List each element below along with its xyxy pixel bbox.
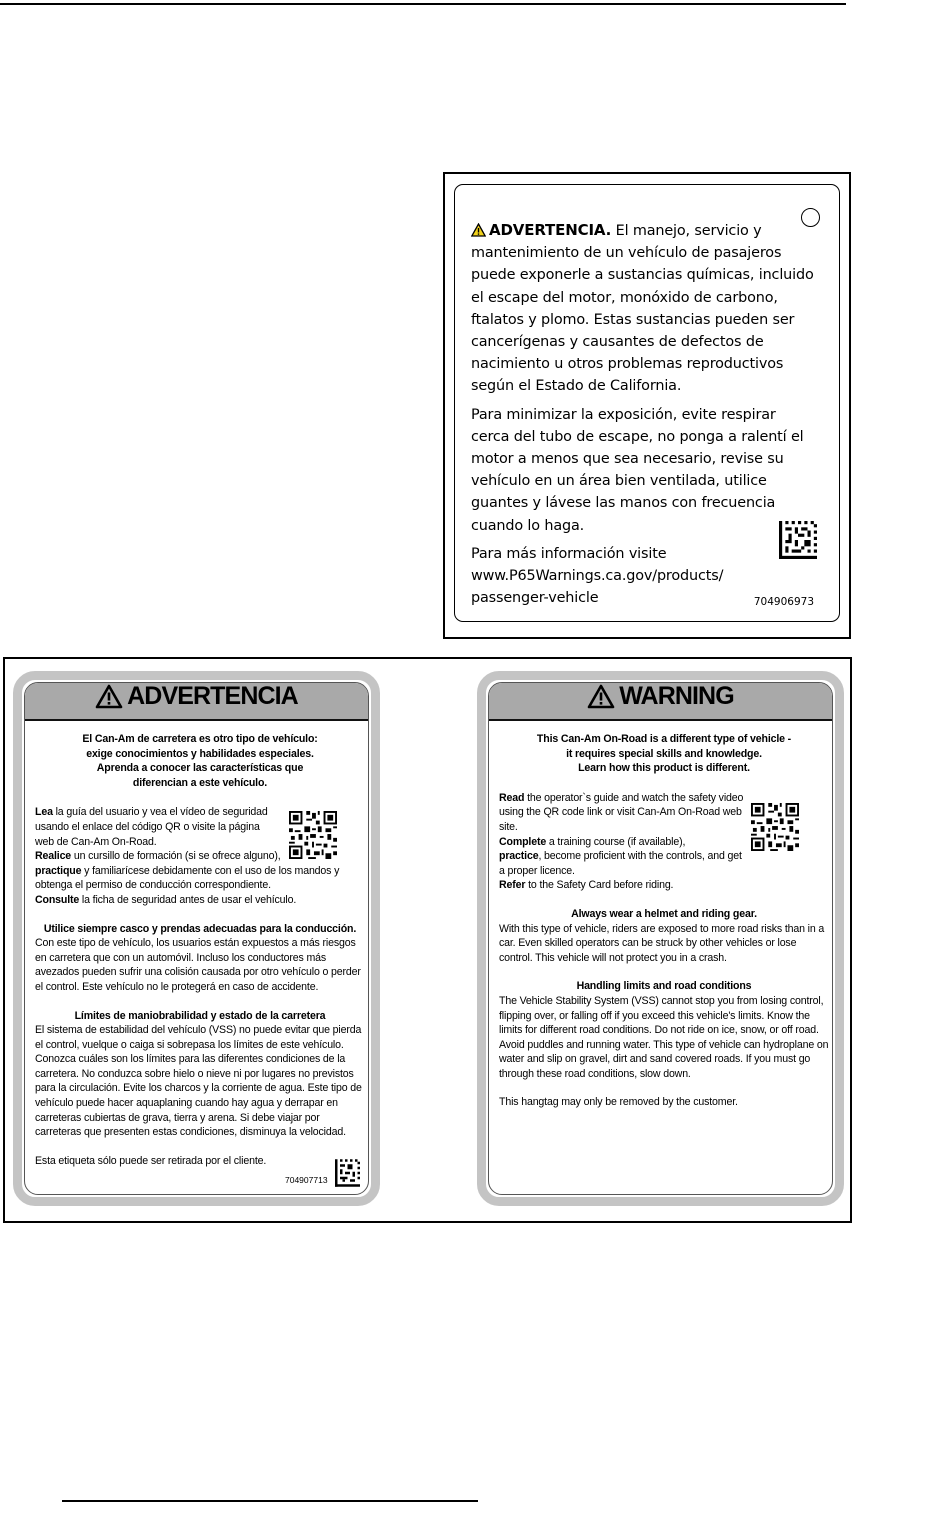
refer-paragraph [499, 878, 829, 893]
intro-line: diferencian a este vehículo. [132, 776, 268, 789]
limits-section-text: The Vehicle Stability System (VSS) cannot stop you from losing control, flipping over, or falling off if you exceed this vehicle's limits. Know the limits for different road conditions. Do not ride on ice, snow, or off road. Avoid puddles and running water. This type of vehicle can hydroplane on water and slip on gravel, dirt and sand covered roads. If you must go through these road conditions, slow down. [499, 994, 829, 1080]
hangtag-english-header [488, 682, 833, 721]
warning-triangle-icon [471, 223, 486, 237]
p65-paragraph-1: El manejo, servicio y mantenimiento de un vehículo de pasajeros puede exponerle a sustancias químicas, incluido el escape del motor, monóxido de carbono, ftalatos y plomo. Estas sustancias pueden ser cancerígenas y causantes de defectos de nacimiento u otros problemas reproductivos según el Estado de California. [471, 223, 814, 395]
limits-section-text: El sistema de estabilidad del vehículo (VSS) no puede evitar que pierda el control, vuelque o caiga si sobrepasa los límites de este vehículo. Conozca cuáles son los límites para las diferentes condiciones de la carretera. No conduzca sobre hielo o nieve ni por lugares no previstos para la circulación. Evite los charcos y la corriente de agua. Este tipo de vehículo puede hacer aquaplaning cuando hay agua y derrapar en carreteras cubiertas de grava, tierra y arena. Si debe viajar por carreteras que presenten estas condiciones, disminuya la velocidad. [35, 1024, 362, 1139]
intro-line: This Can-Am On-Road is a different type of vehicle - [536, 733, 792, 745]
datamatrix-code-icon [335, 1159, 360, 1187]
hangtag-part-number: 704907713 [285, 1175, 328, 1185]
p65-text [471, 219, 816, 609]
lea-bold: Lea [35, 806, 53, 819]
hangtag-english-body [499, 732, 829, 1110]
complete-bold: Complete [499, 835, 547, 848]
lea-paragraph [35, 805, 275, 849]
practique-paragraph [35, 864, 340, 893]
p65-label [443, 172, 851, 639]
hangtag-spanish-title: ADVERTENCIA [127, 682, 298, 710]
realice-paragraph [35, 849, 285, 864]
helmet-section-title: Utilice siempre casco y prendas adecuadas para la conducción. [43, 922, 357, 935]
warning-triangle-icon [587, 684, 615, 709]
practice-paragraph [499, 849, 744, 878]
removal-note: Esta etiqueta sólo puede ser retirada por el cliente. [35, 1154, 267, 1167]
consulte-paragraph [35, 893, 365, 908]
qr-code-icon [751, 803, 799, 851]
hangtag-english-title: WARNING [619, 682, 734, 710]
intro-line: Learn how this product is different. [578, 762, 750, 775]
hangtag-english-inner [488, 682, 833, 1195]
datamatrix-code-icon [779, 521, 817, 559]
p65-heading: ADVERTENCIA. [489, 221, 612, 239]
realice-text: un cursillo de formación (si se ofrece alguno), [71, 850, 281, 863]
helmet-section-text: Con este tipo de vehículo, los usuarios están expuestos a más riesgos en carretera que con un automóvil. Incluso los conductores más avezados pueden sufrir una colisión causada por otro vehículo o perder el control. Este vehículo no le protegerá en caso de accidente. [35, 937, 361, 993]
read-text: the operator`s guide and watch the safety video using the QR code link or visit Can-Am On-Road web site. [499, 791, 744, 833]
intro-line: it requires special skills and knowledge. [566, 747, 762, 760]
limits-section-title: Límites de maniobrabilidad y estado de la carretera [74, 1009, 326, 1022]
hangtag-spanish-body [35, 732, 365, 1168]
p65-label-inner [454, 184, 840, 622]
practique-text: y familiarícese debidamente con el uso de los mandos y obtenga el permiso de conducción correspondiente. [35, 864, 340, 892]
practice-bold: practice [499, 850, 539, 863]
hangtag-spanish-header [24, 682, 369, 721]
hangtag-english [477, 671, 844, 1206]
hangtag-english-intro [499, 732, 829, 776]
p65-part-number: 704906973 [753, 596, 814, 608]
helmet-section-title: Always wear a helmet and riding gear. [571, 907, 757, 920]
practice-text: , become proficient with the controls, and get a proper licence. [499, 850, 742, 877]
refer-text: to the Safety Card before riding. [525, 879, 674, 892]
hangtag-spanish-intro [35, 732, 365, 790]
bottom-rule [62, 1500, 478, 1502]
qr-code-icon [289, 811, 337, 859]
hangtags-panel [3, 657, 852, 1223]
lea-text: la guía del usuario y vea el vídeo de seguridad usando el enlace del código QR o visite la página web de Can-Am On-Road. [35, 806, 268, 848]
p65-paragraph-3: Para más información visite www.P65Warnings.ca.gov/products/ passenger-vehicle [471, 545, 724, 607]
removal-note: This hangtag may only be removed by the customer. [499, 1096, 738, 1109]
practique-bold: practique [35, 864, 82, 877]
hangtag-spanish [13, 671, 380, 1206]
intro-line: exige conocimientos y habilidades especiales. [86, 747, 314, 760]
limits-section-title: Handling limits and road conditions [576, 980, 752, 993]
warning-triangle-icon [95, 684, 123, 709]
read-paragraph [499, 791, 744, 835]
top-rule [0, 3, 846, 5]
consulte-bold: Consulte [35, 893, 80, 906]
p65-paragraph-2: Para minimizar la exposición, evite respirar cerca del tubo de escape, no ponga a ralentí el motor a menos que sea necesario, revise su vehículo en un área bien ventilada, utilice guantes y lávese las manos con frecuencia cuando lo haga. [471, 406, 804, 534]
consulte-text: la ficha de seguridad antes de usar el vehículo. [79, 893, 297, 906]
read-bold: Read [499, 791, 525, 804]
refer-bold: Refer [499, 879, 526, 892]
intro-line: Aprenda a conocer las características que [96, 762, 304, 775]
complete-text: a training course (if available), [546, 835, 686, 848]
intro-line: El Can-Am de carretera es otro tipo de vehículo: [82, 733, 318, 745]
helmet-section-text: With this type of vehicle, riders are exposed to more road risks than in a car. Even skilled operators can be struck by other vehicles or lose control. This vehicle will not protect you in a crash. [499, 922, 825, 964]
hangtag-spanish-inner [24, 682, 369, 1195]
realice-bold: Realice [35, 850, 72, 863]
